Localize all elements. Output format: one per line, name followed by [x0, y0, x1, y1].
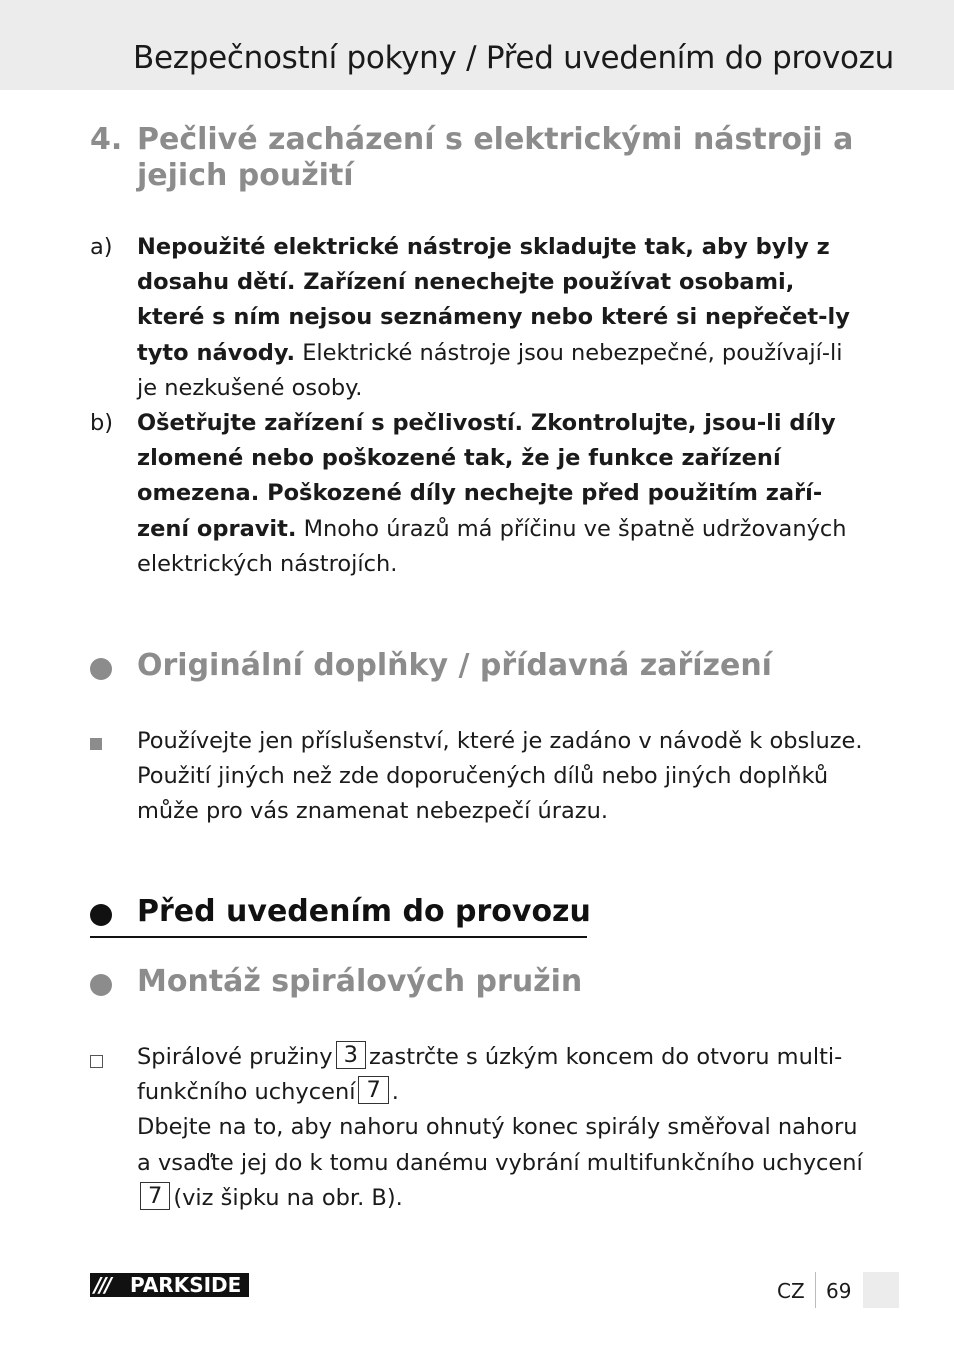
logo-slashes: /// — [94, 1273, 110, 1297]
assembly-p1-c: . — [391, 1079, 399, 1106]
before-use-heading: Před uvedením do provozu — [137, 894, 591, 929]
footer-divider — [815, 1272, 816, 1308]
heading-underline — [90, 936, 587, 938]
item-text-a — [137, 230, 867, 406]
heading-bullet-icon — [90, 904, 112, 926]
assembly-p2-a: Dbejte na to, aby nahoru ohnutý konec spirály směřoval nahoru a vsaďte jej do k tomu danému vybrání multifunkčního uchycení — [137, 1114, 863, 1176]
footer-language: CZ — [777, 1279, 805, 1303]
page-title: Bezpečnostní pokyny / Před uvedením do provozu — [133, 40, 895, 76]
section-number: 4. — [90, 122, 123, 157]
item-b-normal: Mnoho úrazů má příčinu ve špatně udržovaných elektrických nástrojích. — [137, 515, 847, 577]
heading-bullet-icon — [90, 974, 112, 996]
accessories-heading: Originální doplňky / přídavná zařízení — [137, 648, 772, 683]
item-a-normal: Elektrické nástroje jsou nebezpečné, používají-li je nezkušené osoby. — [137, 339, 843, 401]
parkside-logo — [90, 1273, 249, 1297]
item-text-b — [137, 406, 867, 582]
logo-text: PARKSIDE — [130, 1273, 242, 1297]
item-label-b: b) — [90, 410, 114, 436]
item-b-bold: Ošetřujte zařízení s pečlivostí. Zkontrolujte, jsou-li díly zlomené nebo poškozené tak, že je funkce zařízení omezena. Poškozené díly nechejte před použitím zaří-zení opravit. — [137, 410, 836, 542]
reference-number-box: 7 — [358, 1076, 388, 1104]
assembly-p1-b: zastrčte s úzkým koncem do otvoru multi-funkčního uchycení — [137, 1044, 843, 1106]
page-number: 69 — [826, 1279, 852, 1303]
item-label-a: a) — [90, 234, 113, 260]
reference-number-box: 3 — [336, 1041, 366, 1069]
accessories-text: Používejte jen příslušenství, které je zadáno v návodě k obsluze. Použití jiných než zde doporučených dílů nebo jiných doplňků může pro vás znamenat nebezpečí úrazu. — [137, 728, 863, 825]
assembly-text — [137, 1040, 867, 1216]
assembly-p1-a: Spirálové pružiny — [137, 1044, 333, 1070]
footer-tab — [863, 1272, 899, 1308]
item-a-bold: Nepoužité elektrické nástroje skladujte tak, aby byly z dosahu dětí. Zařízení nenechejte používat osobami, které s ním nejsou seznámeny nebo které si nepřečet-ly tyto návody. — [137, 234, 850, 366]
section-title: Pečlivé zacházení s elektrickými nástroji a jejich použití — [137, 122, 854, 193]
assembly-heading: Montáž spirálových pružin — [137, 964, 583, 999]
reference-number-box: 7 — [140, 1182, 170, 1210]
square-bullet-icon — [90, 738, 102, 750]
checkbox-square-icon — [90, 1055, 103, 1068]
assembly-p2-b: (viz šipku na obr. B). — [173, 1184, 403, 1211]
heading-bullet-icon — [90, 658, 112, 680]
